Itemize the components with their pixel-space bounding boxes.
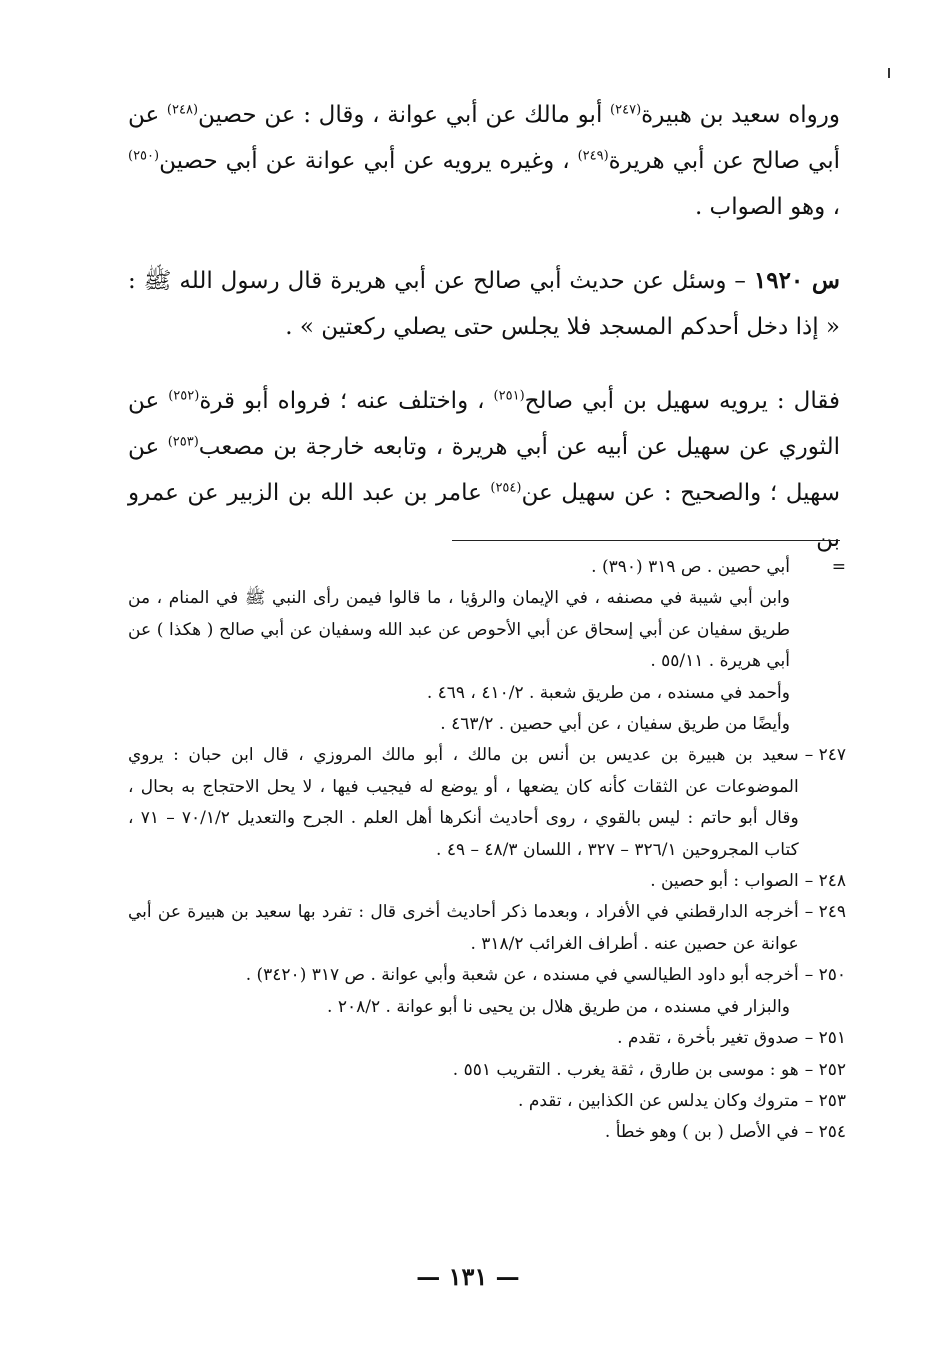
footnote-248: ٢٤٨ – الصواب : أبو حصين . [650, 871, 846, 892]
page-number: — ١٣١ — [416, 1262, 520, 1291]
footnote-ref-250: (٢٥٠) [128, 148, 160, 164]
footnote-250: ٢٥٠ – أخرجه أبو داود الطيالسي في مسنده ، عن شعبة وأبي عوانة . ص ٣١٧ (٣٤٢٠) . [245, 965, 846, 986]
footnote-ref-248: (٢٤٨) [166, 102, 199, 118]
footnote-254: ٢٥٤ – في الأصل ( بن ) وهو خطأ . [604, 1122, 846, 1143]
footnote-divider [452, 540, 840, 541]
footnote-continuation-line: وأحمد في مسنده ، من طريق شعبة . ٤١٠/٢ ، ٤٦٩ . [426, 682, 790, 703]
footnote-ref-254: (٢٥٤) [490, 480, 522, 496]
footnote-253: ٢٥٣ – متروك وكان يدلس عن الكذابين ، تقدم . [518, 1090, 846, 1111]
paragraph-answer: فقال : يرويه سهيل بن أبي صالح$^{(٢٥١)}$ ، واختلف عنه ؛ فرواه أبو قرة$^{(٢٥٢)}$ عن الثوري عن سهيل عن أبيه عن أبي هريرة ، وتابعه خارجة بن مصعب$^{(٢٥٣)}$ عن سهيل ؛ والصحيح : عن سهيل عن$^{(٢٥٤)}$ عامر بن عبد الله بن الزبير عن عمرو بن [128, 388, 840, 552]
question-number: س ١٩٢٠ [753, 267, 841, 294]
main-text [128, 92, 840, 562]
footnotes [128, 552, 846, 1149]
footnote-247: ٢٤٧ – سعيد بن هبيرة بن عديس بن أنس بن مالك ، أبو مالك المروزي ، قال ابن حبان : يروي الموضوعات عن الثقات كأنه كان يضعها ، أو يوضع له فيجيب فيها ، لا يحل الاحتجاج به بحال ، وقال أبو حاتم : ليس بالقوي ، روى أحاديث أنكرها أهل العلم . الجرح والتعديل ٧٠/١/٢ – ٧١ ، كتاب المجروحين ٣٢٦/١ – ٣٢٧ ، اللسان ٤٨/٣ – ٤٩ . [128, 745, 846, 860]
footnote-ref-252: (٢٥٢) [168, 388, 200, 404]
footnote-252: ٢٥٢ – هو : موسى بن طارق ، ثقة يغرب . التقريب ٥٥١ . [452, 1059, 846, 1080]
footnote-continuation-line: وابن أبي شيبة في مصنفه ، في الإيمان والرؤيا ، ما قالوا فيمن رأى النبي ﷺ في المنام ، من طريق سفيان عن أبي إسحاق عن أبي الأحوص عن عبد الله وسفيان عن أبي صالح ( هكذا ) عن أبي هريرة . ٥٥/١١ . [128, 588, 790, 672]
paragraph-1: ورواه سعيد بن هبيرة$^{(٢٤٧)}$ أبو مالك عن أبي عوانة ، وقال : عن حصين$^{(٢٤٨)}$ عن أبي صالح عن أبي هريرة$^{(٢٤٩)}$ ، وغيره يرويه عن أبي عوانة عن أبي حصين$^{(٢٥٠)}$ ، وهو الصواب . [128, 102, 840, 220]
footnote-continuation-line: وأيضًا من طريق سفيان ، عن أبي حصين . ٤٦٣/٢ . [440, 714, 790, 735]
footnote-continuation: = أبي حصين . ص ٣١٩ (٣٩٠) . [591, 557, 846, 577]
footnote-ref-253: (٢٥٣) [167, 434, 199, 450]
footnote-ref-249: (٢٤٩) [577, 148, 609, 164]
footnote-249: ٢٤٩ – أخرجه الدارقطني في الأفراد ، وبعدما ذكر أحاديث أخرى قال : تفرد بها سعيد بن هبيرة عن أبي عوانة عن حصين عنه . أطراف الغرائب ٣١٨/٢ . [128, 902, 846, 954]
footnote-250-extra: والبزار في مسنده ، من طريق هلال بن يحيى نا أبو عوانة . ٢٠٨/٢ . [327, 996, 790, 1017]
footnote-ref-251: (٢٥١) [493, 388, 525, 404]
margin-mark [888, 68, 890, 78]
question-1920: س ١٩٢٠ – وسئل عن حديث أبي صالح عن أبي هريرة قال رسول الله ﷺ : « إذا دخل أحدكم المسجد فلا يجلس حتى يصلي ركعتين » . [128, 267, 841, 340]
footnote-ref-247: (٢٤٧) [610, 102, 642, 118]
footnote-251: ٢٥١ – صدوق تغير بأخرة ، تقدم . [617, 1028, 846, 1049]
